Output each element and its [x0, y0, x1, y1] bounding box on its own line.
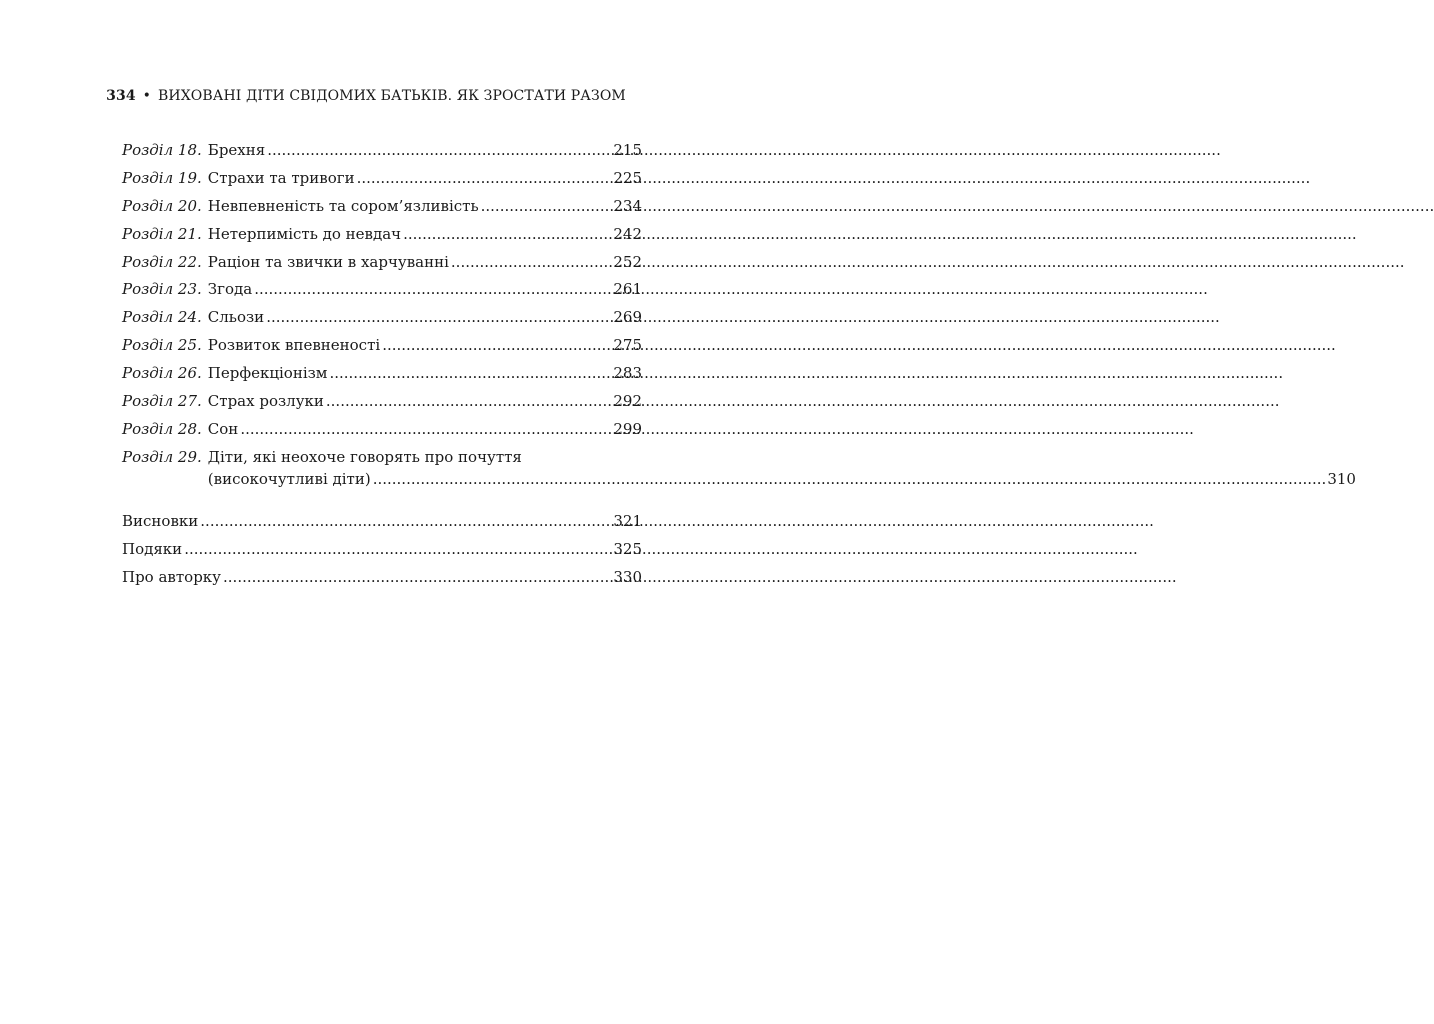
chapter-label: Розділ 28. [122, 419, 202, 438]
chapter-page-number: 310 [1327, 469, 1356, 488]
chapter-title: Брехня [207, 141, 266, 159]
dot-leader [403, 221, 612, 249]
chapter-page-number: 275 [613, 336, 642, 355]
section-title: Про авторку [122, 567, 222, 586]
chapter-page-number: 225 [613, 168, 642, 187]
page-number: 334 [106, 88, 136, 104]
dot-leader [326, 388, 612, 416]
header-bullet: • [142, 88, 152, 104]
table-of-contents [122, 137, 1356, 591]
dot-leader [329, 360, 612, 388]
toc-entry-chapter-27[interactable] [122, 388, 642, 416]
dot-leader [223, 564, 612, 592]
chapter-title-line-2: (високочутливі діти) [207, 469, 371, 488]
chapter-label: Розділ 23. [122, 280, 202, 299]
dot-leader [240, 416, 612, 444]
section-page-number: 330 [613, 567, 642, 586]
chapter-page-number: 292 [613, 392, 642, 411]
dot-leader [200, 508, 612, 536]
dot-leader [266, 304, 612, 332]
toc-entry-conclusions[interactable] [122, 508, 642, 536]
chapter-label: Розділ 18. [122, 141, 202, 159]
chapter-title: Нетерпимість до невдач [207, 224, 402, 243]
book-title: ВИХОВАНІ ДІТИ СВІДОМИХ БАТЬКІВ. ЯК ЗРОСТАТИ РАЗОМ [158, 88, 626, 104]
chapter-label: Розділ 26. [122, 364, 202, 383]
chapter-page-number: 283 [613, 364, 642, 383]
chapter-label: Розділ 24. [122, 308, 202, 327]
toc-entry-chapter-26[interactable] [122, 360, 642, 388]
chapter-page-number: 234 [613, 196, 642, 215]
toc-entry-chapter-28[interactable] [122, 416, 642, 444]
chapter-title: Страх розлуки [207, 392, 324, 411]
chapter-label: Розділ 22. [122, 252, 202, 271]
section-title: Подяки [122, 539, 183, 558]
section-spacer [122, 490, 642, 508]
chapter-page-number: 252 [613, 252, 642, 271]
chapter-title: Раціон та звички в харчуванні [207, 252, 449, 271]
chapter-page-number: 261 [613, 280, 642, 299]
dot-leader [357, 165, 613, 193]
chapter-title-block [208, 446, 1356, 490]
section-title: Висновки [122, 511, 199, 530]
toc-entry-about-author[interactable] [122, 564, 642, 592]
section-page-number: 321 [613, 511, 642, 530]
dot-leader [373, 468, 1327, 490]
chapter-title: Перфекціонізм [207, 364, 328, 383]
toc-entry-chapter-29[interactable] [122, 446, 1356, 490]
chapter-label: Розділ 21. [122, 224, 202, 243]
chapter-title: Розвиток впевненості [207, 336, 381, 355]
dot-leader [382, 332, 612, 360]
toc-entry-chapter-23[interactable] [122, 276, 642, 304]
chapter-page-number: 215 [613, 141, 642, 159]
dot-leader [254, 276, 612, 304]
toc-entry-acknowledgements[interactable] [122, 536, 642, 564]
chapter-label: Розділ 25. [122, 336, 202, 355]
chapter-title-line-2-row [208, 468, 1356, 490]
toc-entry-chapter-18[interactable] [122, 137, 642, 165]
toc-entry-chapter-24[interactable] [122, 304, 642, 332]
dot-leader [451, 249, 612, 277]
dot-leader [184, 536, 612, 564]
chapter-label: Розділ 19. [122, 168, 202, 187]
toc-entry-chapter-19[interactable] [122, 165, 642, 193]
toc-entry-chapter-20[interactable] [122, 193, 642, 221]
chapter-label: Розділ 20. [122, 196, 202, 215]
chapter-title: Сон [207, 419, 239, 438]
running-header [0, 88, 732, 104]
chapter-title: Невпевненість та сором’язливість [207, 196, 479, 215]
dot-leader [267, 137, 612, 165]
section-page-number: 325 [613, 539, 642, 558]
chapter-title: Сльози [207, 308, 265, 327]
dot-leader [481, 193, 613, 221]
chapter-label: Розділ 29. [122, 447, 202, 466]
chapter-page-number: 269 [613, 308, 642, 327]
chapter-title-line-1: Діти, які неохоче говорять про почуття [207, 447, 522, 466]
toc-entry-chapter-22[interactable] [122, 249, 642, 277]
chapter-title: Страхи та тривоги [207, 168, 355, 187]
toc-entry-chapter-21[interactable] [122, 221, 642, 249]
chapter-page-number: 299 [613, 419, 642, 438]
chapter-title: Згода [207, 280, 253, 299]
chapter-page-number: 242 [613, 224, 642, 243]
chapter-label: Розділ 27. [122, 392, 202, 411]
toc-entry-chapter-25[interactable] [122, 332, 642, 360]
